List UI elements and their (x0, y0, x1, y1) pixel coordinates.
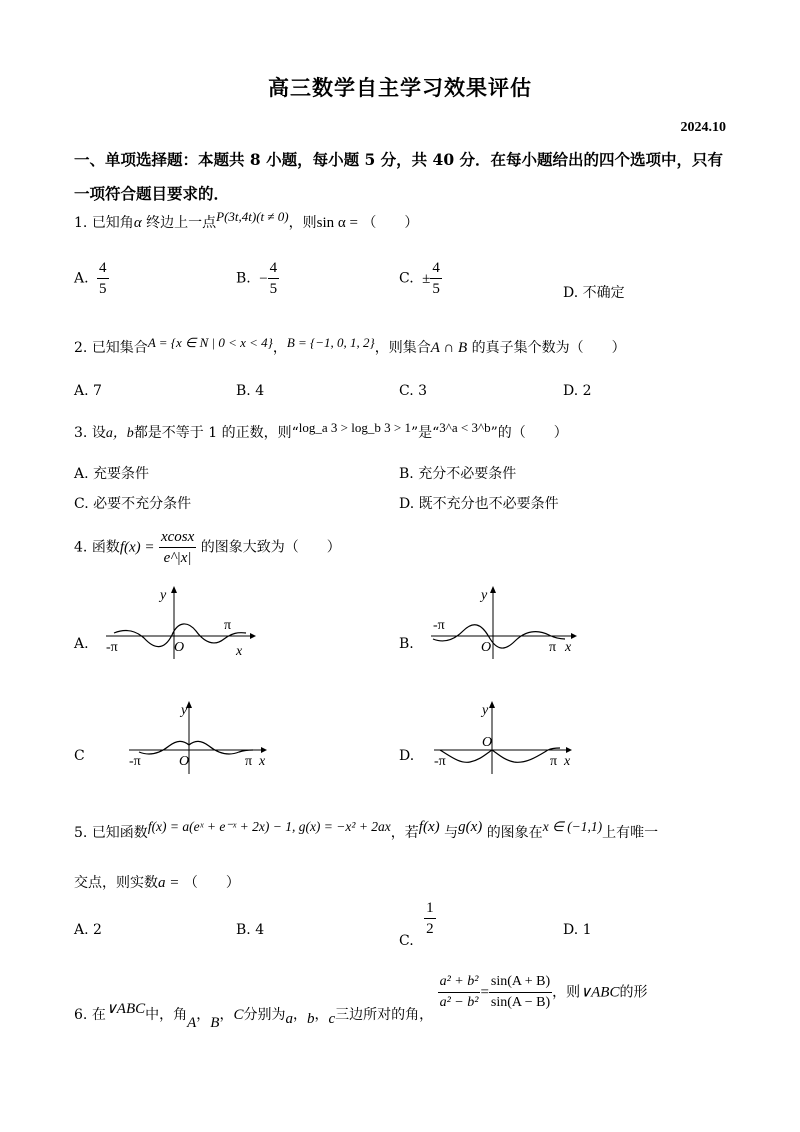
q6-triangle: ∨ABC (105, 1000, 146, 1017)
q6-text-b: 中，角 (145, 1006, 188, 1023)
question-number: 1. (74, 215, 88, 231)
q3-option-a[interactable]: A. 充要条件 (74, 466, 150, 482)
neg-pi-label: -π (106, 640, 118, 655)
q1-text: 已知角 (91, 215, 134, 231)
question-number: 5. (74, 825, 88, 841)
x-axis-label: x (259, 754, 266, 769)
q1-point: P(3t,4t)(t ≠ 0) (216, 209, 289, 224)
y-axis-label: y (481, 588, 488, 603)
q2-text: 已知集合 (91, 340, 148, 356)
q2-expr: A ∩ B (430, 340, 468, 356)
q1-paren: （ ） (362, 215, 419, 231)
q5-gx: g(x) (458, 819, 483, 835)
q6-side-c: c (328, 1010, 336, 1027)
origin-label: O (174, 640, 185, 655)
q4-option-d-label[interactable]: D. (399, 748, 415, 764)
option-text: 不确定 (582, 285, 625, 301)
pi-label: π (245, 754, 253, 769)
q1-option-d[interactable] (563, 282, 625, 302)
q5-option-d[interactable]: D. 1 (563, 922, 592, 938)
q5-paren: （ ） (183, 875, 240, 891)
q3-text: 设 (91, 425, 106, 441)
q3-vars: a，b (105, 426, 134, 441)
neg-pi-label: -π (434, 754, 446, 769)
option-label: B. (236, 270, 251, 287)
q6-text: 在 (91, 1006, 106, 1023)
q6-rhs-fraction: $\frac{\sin(A + B)}{\sin(A - B)}$ (490, 974, 551, 1010)
question-number: 2. (74, 340, 88, 356)
q5-text: 已知函数 (91, 825, 148, 841)
origin-label: O (179, 754, 190, 769)
q5-fx: f(x) (418, 819, 440, 835)
q5-text-d: 的图象在 (486, 825, 543, 841)
neg-pi-label: -π (433, 618, 445, 633)
q3-option-d[interactable]: D. 既不充分也不必要条件 (399, 496, 559, 512)
q5-interval: x ∈ (−1,1) (542, 819, 603, 834)
x-axis-label: x (236, 644, 243, 659)
q1-text-b: 终边上一点 (146, 215, 217, 231)
q4-option-b-label[interactable]: B. (399, 636, 414, 652)
q4-fraction: $\frac{xcosx}{e\^{}|x|}$ (160, 529, 195, 566)
neg-pi-label: -π (129, 754, 141, 769)
question-4 (74, 527, 341, 568)
q2-option-c[interactable]: C. 3 (399, 383, 428, 399)
q4-option-a-label[interactable]: A. (74, 636, 89, 652)
exam-date: 2024.10 (680, 120, 726, 135)
q3-option-c[interactable]: C. 必要不充分条件 (74, 496, 192, 512)
q2-set-b: B = {−1, 0, 1, 2} (286, 335, 375, 350)
question-1 (74, 209, 419, 232)
q3-text-d: ”的（ ） (490, 425, 568, 441)
q2-option-a[interactable]: A. 7 (74, 383, 102, 399)
graph-d[interactable] (430, 700, 580, 775)
q5-line2-text: 交点，则实数 (74, 875, 158, 891)
q3-cond1: log_a 3 > log_b 3 > 1 (298, 420, 411, 435)
option-label: C. (399, 270, 414, 287)
question-number: 3. (74, 425, 88, 441)
q3-option-b[interactable]: B. 充分不必要条件 (399, 466, 517, 482)
question-3 (74, 422, 568, 442)
q2-option-b[interactable]: B. 4 (236, 383, 265, 399)
question-number: 4. (74, 539, 88, 556)
origin-label: O (482, 735, 493, 750)
q1-option-a[interactable] (74, 258, 109, 299)
option-label: D. (563, 285, 579, 301)
q4-text: 函数 (91, 539, 120, 556)
q6-angle-c: C (233, 1006, 244, 1023)
q5-option-b[interactable]: B. 4 (236, 922, 265, 938)
question-2 (74, 337, 626, 357)
q3-text-c: ”是“ (410, 425, 440, 441)
option-label: C. (399, 932, 414, 949)
q2-set-a: A = {x ∈ N | 0 < x < 4} (147, 335, 273, 350)
question-number: 6. (74, 1006, 88, 1023)
option-fraction: $\frac{4}{5}$ (269, 260, 278, 297)
pi-label: π (549, 640, 557, 655)
q6-angle-a: A (187, 1014, 197, 1031)
option-sign: − (259, 270, 268, 287)
origin-label: O (481, 640, 492, 655)
q5-text-c: 与 (444, 825, 459, 841)
q2-text-b: ，则集合 (374, 340, 431, 356)
section-header-line2: 一项符合题目要求的． (74, 184, 230, 203)
q6-text-c: 分别为 (243, 1006, 286, 1023)
question-5-line2 (74, 872, 240, 892)
q1-option-c[interactable] (399, 258, 442, 299)
option-label: A. (74, 270, 89, 287)
q5-text-b: ，若 (390, 825, 419, 841)
q2-text-c: 的真子集个数为（ ） (471, 340, 626, 356)
x-axis-label: x (564, 754, 571, 769)
y-axis-label: y (160, 588, 167, 603)
option-fraction: $\frac{4}{5}$ (99, 260, 107, 297)
q4-option-c-label[interactable]: C (74, 748, 85, 764)
q6-angle-b: B (210, 1014, 220, 1031)
graph-b[interactable] (425, 585, 585, 660)
q1-text-c: ，则 (288, 215, 317, 231)
q3-cond2: 3^a < 3^b (439, 420, 491, 435)
q5-option-a[interactable]: A. 2 (74, 922, 102, 938)
q2-comma: ， (272, 340, 287, 356)
q6-text-e: ，则 (552, 984, 581, 1001)
q4-text-b: 的图象大致为（ ） (200, 539, 341, 556)
q6-text-f: 的形 (619, 984, 648, 1001)
option-fraction: $\frac{1}{2}$ (426, 900, 434, 937)
q1-expr: sin α = (316, 215, 358, 231)
q5-funcs: f(x) = a(eˣ + e⁻ˣ + 2x) − 1, g(x) = −x² + 2ax (147, 819, 391, 834)
q3-text-b: 都是不等于 1 的正数，则“ (133, 425, 299, 441)
q2-option-d[interactable]: D. 2 (563, 383, 592, 399)
section-header-line1: 一、单项选择题：本题共 8 小题，每小题 5 分，共 40 分．在每小题给出的四个选项中，只有 (74, 150, 724, 169)
y-axis-label: y (181, 703, 188, 718)
page-title: 高三数学自主学习效果评估 (268, 75, 532, 100)
q4-fx: f(x) = (119, 539, 155, 556)
q6-triangle-2: ∨ABC (580, 984, 620, 1001)
q6-side-a: a (285, 1010, 293, 1027)
x-axis-label: x (565, 640, 572, 655)
q1-option-b[interactable] (236, 258, 279, 299)
q6-lhs-fraction: $\frac{\text{a² + b²}}{\text{a² − b²}}$ (439, 974, 479, 1010)
question-6: 6. 在∨ABC中，角A，B，C分别为a，b，c三边所对的角， $\frac{\text{a² + b²}}{\text{a² − b²}}$ = $\frac{\sin(A + B)}{\sin(A - B)}$ ，则∨ABC的形 (74, 974, 648, 1031)
q1-alpha: α (133, 215, 142, 231)
q5-text-e: 上有唯一 (602, 825, 659, 841)
q6-side-b: b (306, 1010, 315, 1027)
option-fraction: $\frac{4}{5}$ (432, 260, 440, 297)
graph-c[interactable] (125, 700, 275, 775)
q5-option-c[interactable] (399, 898, 436, 949)
y-axis-label: y (482, 703, 489, 718)
pi-label: π (550, 754, 558, 769)
pi-label: π (224, 618, 232, 633)
q5-var-a: a = (158, 875, 180, 891)
option-sign: ± (422, 270, 431, 287)
q6-text-d: 三边所对的角， (335, 1006, 434, 1023)
graph-a[interactable] (100, 585, 260, 660)
question-5 (74, 819, 659, 842)
